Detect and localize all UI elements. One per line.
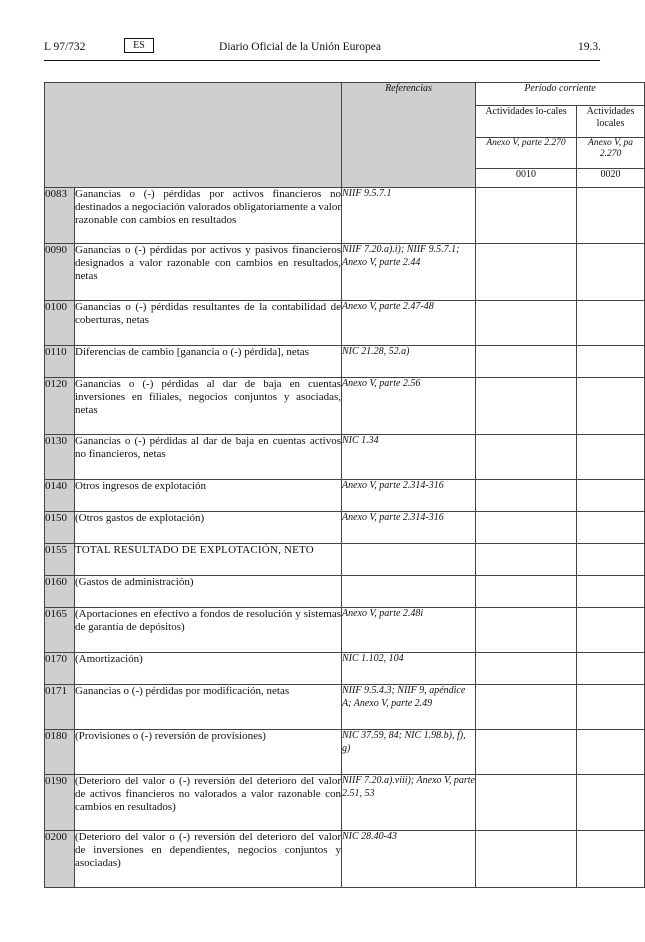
row-reference: NIIF 9.5.7.1 [342, 188, 476, 244]
row-code: 0083 [45, 188, 75, 244]
row-code: 0160 [45, 576, 75, 608]
column-header-activity: Actividades locales [577, 106, 645, 138]
data-cell [577, 301, 645, 346]
data-cell [577, 653, 645, 685]
row-label: (Amortización) [75, 653, 342, 685]
data-cell [577, 188, 645, 244]
row-reference: Anexo V, parte 2.48i [342, 608, 476, 653]
journal-title: Diario Oficial de la Unión Europea [219, 41, 381, 53]
row-reference: NIIF 9.5.4.3; NIIF 9, apéndice A; Anexo V, parte 2.49 [342, 685, 476, 730]
data-cell [476, 730, 577, 775]
table-row [45, 576, 645, 608]
data-cell [476, 831, 577, 888]
data-cell [577, 775, 645, 831]
row-label: Ganancias o (-) pérdidas al dar de baja en cuentas activos no financieros, netas [75, 435, 342, 480]
row-label: TOTAL RESULTADO DE EXPLOTACIÓN, NETO [75, 544, 342, 576]
row-label: Ganancias o (-) pérdidas resultantes de la contabilidad de coberturas, netas [75, 301, 342, 346]
financial-table [44, 82, 645, 888]
data-cell [476, 480, 577, 512]
row-code: 0170 [45, 653, 75, 685]
data-cell [577, 576, 645, 608]
column-header-activity: Actividades lo-cales [476, 106, 577, 138]
row-label: (Provisiones o (-) reversión de provisiones) [75, 730, 342, 775]
row-reference: Anexo V, parte 2.314-316 [342, 480, 476, 512]
column-annex-reference: Anexo V, parte 2.270 [476, 138, 577, 169]
data-cell [577, 730, 645, 775]
row-code: 0120 [45, 378, 75, 435]
row-reference [342, 544, 476, 576]
row-code: 0200 [45, 831, 75, 888]
row-reference: Anexo V, parte 2.47-48 [342, 301, 476, 346]
row-reference: NIC 28.40-43 [342, 831, 476, 888]
data-cell [577, 685, 645, 730]
data-cell [577, 435, 645, 480]
row-reference: NIIF 7.20.a).viii); Anexo V, parte 2.51, 53 [342, 775, 476, 831]
row-code: 0100 [45, 301, 75, 346]
row-code: 0110 [45, 346, 75, 378]
row-code: 0155 [45, 544, 75, 576]
row-label: (Otros gastos de explotación) [75, 512, 342, 544]
data-cell [577, 608, 645, 653]
data-cell [476, 435, 577, 480]
data-cell [476, 301, 577, 346]
column-code: 0010 [476, 169, 577, 188]
table-row [45, 544, 645, 576]
column-annex-reference: Anexo V, pa 2.270 [577, 138, 645, 169]
table-row [45, 685, 645, 730]
period-header: Período corriente [476, 83, 645, 106]
table-row [45, 730, 645, 775]
table-row [45, 653, 645, 685]
data-cell [476, 775, 577, 831]
table-row [45, 378, 645, 435]
row-label: Ganancias o (-) pérdidas por activos y pasivos financieros designados a valor razonable con cambios en resultados, netas [75, 244, 342, 301]
table-row [45, 301, 645, 346]
row-label: (Deterioro del valor o (-) reversión del deterioro del valor de activos financieros no valorados a valor razonable con cambios en resultados) [75, 775, 342, 831]
data-cell [476, 685, 577, 730]
table-row [45, 831, 645, 888]
references-header: Referencias [342, 83, 476, 188]
row-code: 0171 [45, 685, 75, 730]
data-cell [577, 378, 645, 435]
row-label: Otros ingresos de explotación [75, 480, 342, 512]
data-cell [476, 608, 577, 653]
row-label: (Aportaciones en efectivo a fondos de resolución y sistemas de garantía de depósitos) [75, 608, 342, 653]
table-row [45, 608, 645, 653]
data-cell [476, 378, 577, 435]
header-blank-cell [45, 83, 342, 188]
row-code: 0130 [45, 435, 75, 480]
row-label: Ganancias o (-) pérdidas al dar de baja en cuentas inversiones en filiales, negocios conjuntos y asociadas, netas [75, 378, 342, 435]
row-code: 0180 [45, 730, 75, 775]
row-label: Diferencias de cambio [ganancia o (-) pérdida], netas [75, 346, 342, 378]
row-code: 0190 [45, 775, 75, 831]
row-code: 0165 [45, 608, 75, 653]
data-cell [577, 544, 645, 576]
row-code: 0090 [45, 244, 75, 301]
data-cell [577, 831, 645, 888]
data-cell [577, 244, 645, 301]
row-reference: Anexo V, parte 2.314-316 [342, 512, 476, 544]
page-reference: L 97/732 [44, 41, 86, 53]
data-cell [476, 653, 577, 685]
table-row [45, 512, 645, 544]
row-code: 0150 [45, 512, 75, 544]
data-cell [577, 512, 645, 544]
table-row [45, 346, 645, 378]
row-reference: NIC 1.34 [342, 435, 476, 480]
table-row [45, 480, 645, 512]
row-reference [342, 576, 476, 608]
data-cell [476, 188, 577, 244]
header-rule [44, 60, 600, 61]
data-cell [476, 544, 577, 576]
row-reference: NIC 1.102, 104 [342, 653, 476, 685]
data-cell [476, 512, 577, 544]
page-header [0, 38, 600, 60]
table-row [45, 188, 645, 244]
column-code: 0020 [577, 169, 645, 188]
data-cell [577, 480, 645, 512]
row-label: (Deterioro del valor o (-) reversión del deterioro del valor de inversiones en dependientes, negocios conjuntos y asociadas) [75, 831, 342, 888]
row-label: Ganancias o (-) pérdidas por modificación, netas [75, 685, 342, 730]
row-reference: NIC 21.28, 52.a) [342, 346, 476, 378]
publication-date: 19.3. [578, 41, 601, 53]
data-cell [577, 346, 645, 378]
data-cell [476, 346, 577, 378]
table-row [45, 435, 645, 480]
table-row [45, 775, 645, 831]
data-cell [476, 244, 577, 301]
row-label: (Gastos de administración) [75, 576, 342, 608]
row-reference: NIC 37.59, 84; NIC 1.98.b), f), g) [342, 730, 476, 775]
table-row [45, 244, 645, 301]
row-reference: Anexo V, parte 2.56 [342, 378, 476, 435]
row-code: 0140 [45, 480, 75, 512]
language-box: ES [124, 38, 154, 53]
row-reference: NIIF 7.20.a).i); NIIF 9.5.7.1; Anexo V, parte 2.44 [342, 244, 476, 301]
row-label: Ganancias o (-) pérdidas por activos financieros no destinados a negociación valorados obligatoriamente a valor razonable con cambios en resultados [75, 188, 342, 244]
data-cell [476, 576, 577, 608]
